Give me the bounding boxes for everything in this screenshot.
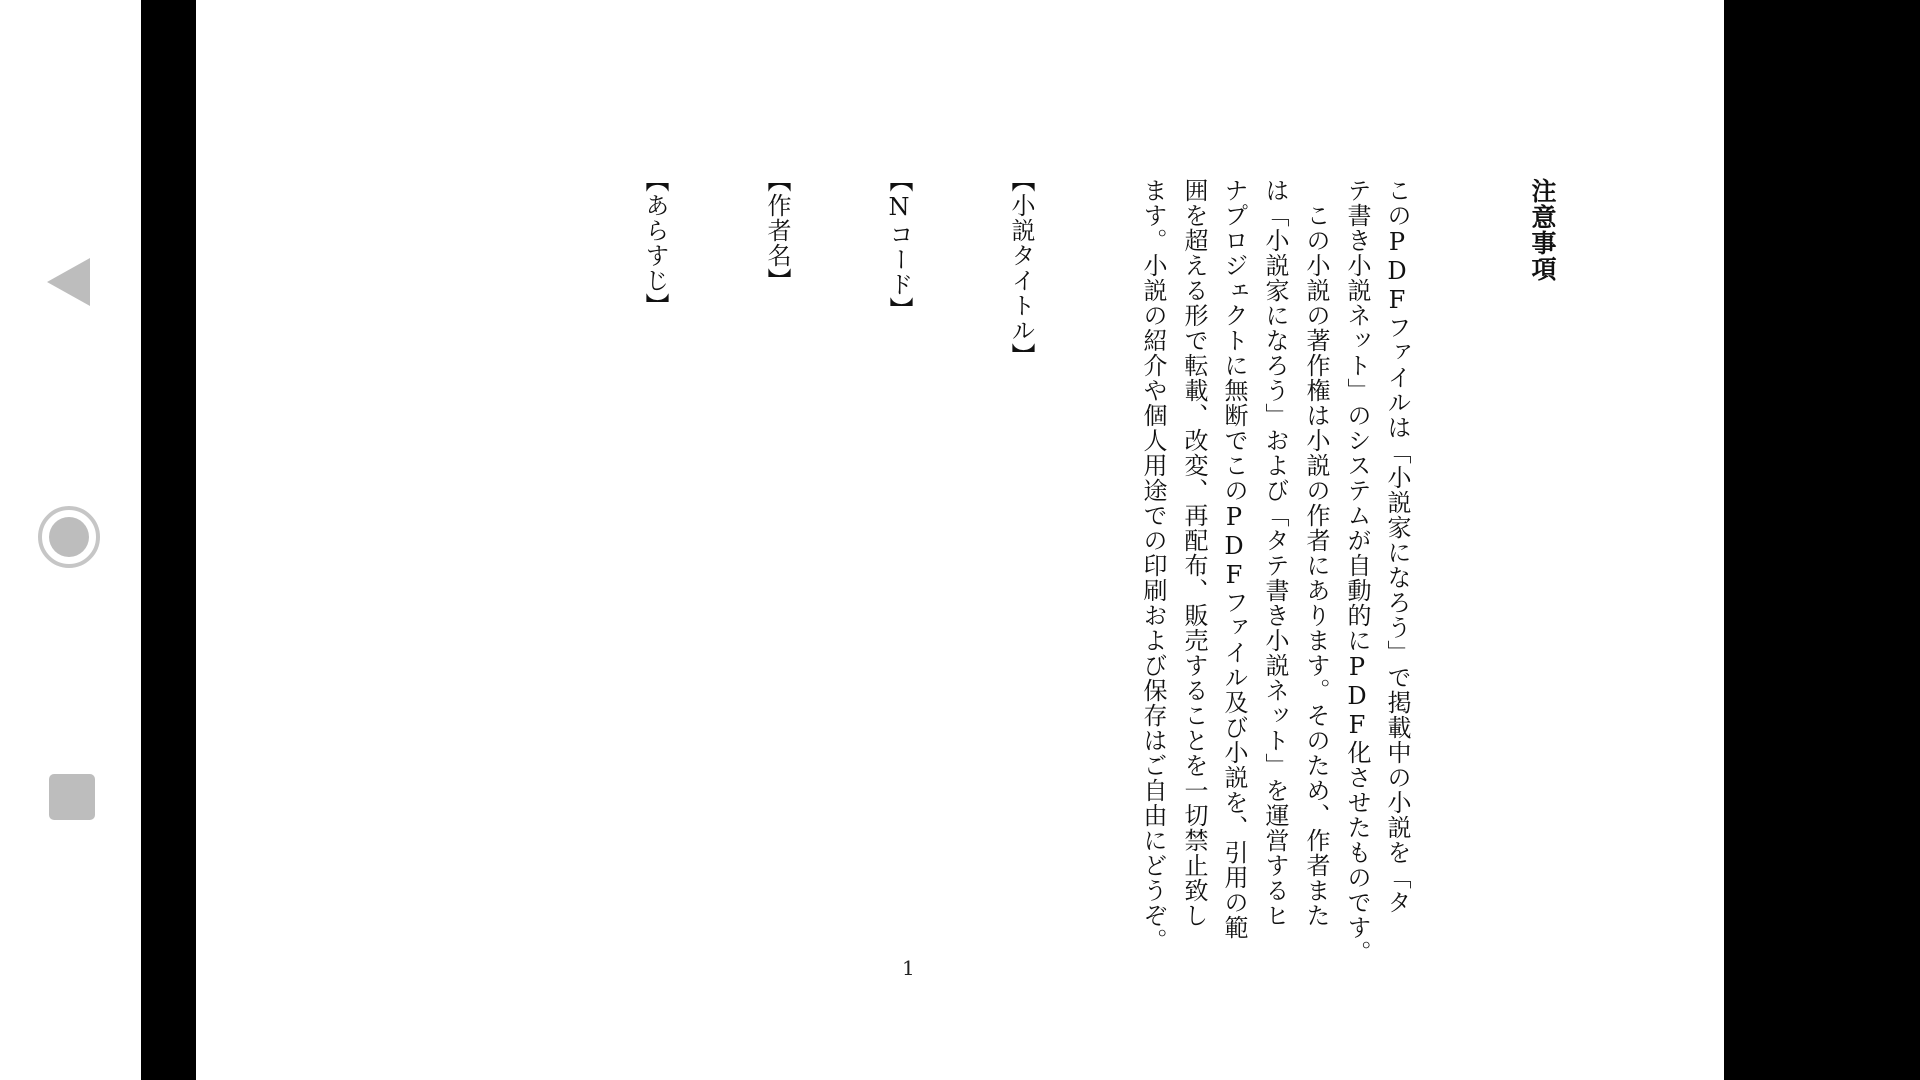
page-margin-right (1724, 0, 1920, 1080)
recents-square-icon[interactable] (49, 774, 95, 820)
pdf-page[interactable] (196, 0, 1724, 1080)
notice-paragraph-line-5: ナプロジェクトに無断でこのPDFファイル及び小説を、引用の範 (1220, 178, 1248, 940)
notice-paragraph-line-6: 囲を超える形で転載、改変、再配布、販売することを一切禁止致し (1180, 178, 1208, 928)
system-navigation-bar (0, 0, 141, 1080)
ncode-label: 【Nコード】 (885, 168, 913, 322)
notice-paragraph-line-4: は「小説家になろう」および「タテ書き小説ネット」を運営するヒ (1261, 178, 1289, 928)
page-margin-left (141, 0, 196, 1080)
novel-title-label: 【小説タイトル】 (1007, 168, 1035, 368)
author-name-label: 【作者名】 (763, 168, 791, 293)
notice-heading: 注意事項 (1528, 178, 1557, 282)
page-number: 1 (902, 956, 915, 980)
notice-paragraph-line-2: テ書き小説ネット」のシステムが自動的にPDF化させたものです。 (1343, 178, 1371, 965)
notice-paragraph-line-1: このPDFファイルは「小説家になろう」で掲載中の小説を「タ (1383, 178, 1411, 915)
home-circle-inner (49, 517, 89, 557)
back-triangle-icon[interactable] (47, 258, 90, 306)
notice-paragraph-line-3: この小説の著作権は小説の作者にあります。そのため、作者また (1302, 178, 1330, 928)
home-circle-icon[interactable] (38, 506, 100, 568)
synopsis-label: 【あらすじ】 (641, 168, 669, 318)
notice-paragraph-line-7: ます。小説の紹介や個人用途での印刷および保存はご自由にどうぞ。 (1139, 178, 1167, 953)
